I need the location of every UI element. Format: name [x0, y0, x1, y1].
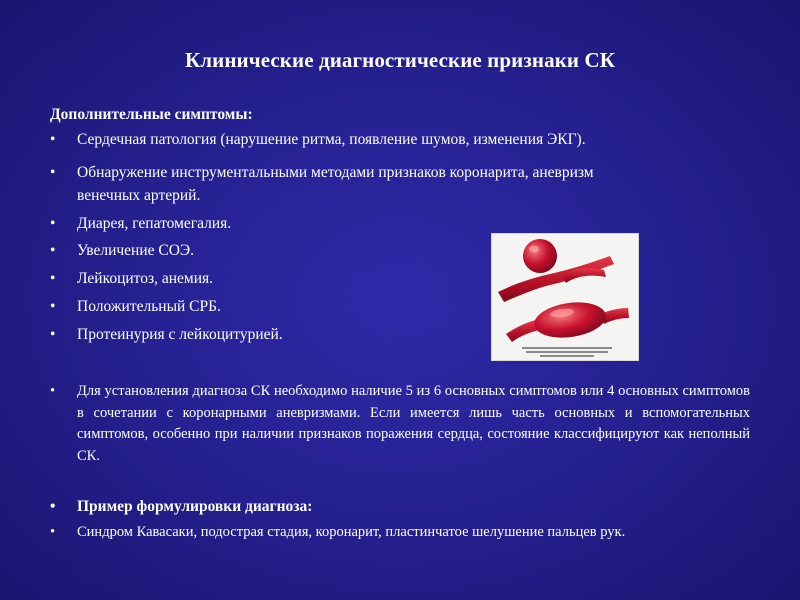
bullet-icon: • — [50, 270, 56, 287]
list-item-text: венечных артерий. — [77, 187, 201, 204]
bullet-icon: • — [50, 326, 56, 343]
bullet-icon: • — [50, 498, 56, 515]
bullet-icon: • — [50, 215, 56, 232]
list-item-text: Обнаружение инструментальными методами признаков коронарита, аневризм — [77, 164, 594, 181]
list-item-text: Диарея, гепатомегалия. — [77, 215, 232, 232]
example-diagnosis-text: Синдром Кавасаки, подострая стадия, коронарит, пластинчатое шелушение пальцев рук. — [77, 524, 626, 540]
bullet-icon: • — [50, 383, 56, 399]
aneurysm-illustration — [491, 233, 639, 361]
example-heading: Пример формулировки диагноза: — [77, 498, 313, 515]
list-item-text: Положительный СРБ. — [77, 298, 221, 315]
bullet-icon: • — [50, 164, 56, 181]
aneurysm-illustration-icon — [492, 234, 638, 360]
bullet-icon: • — [50, 131, 56, 148]
slide-title: Клинические диагностические признаки СК — [184, 48, 616, 72]
diagnosis-criteria-paragraph — [50, 381, 750, 467]
bullet-icon: • — [50, 524, 56, 540]
bullet-icon: • — [50, 298, 56, 315]
example-heading-line — [50, 498, 312, 516]
list-item-text: Протеинурия с лейкоцитурией. — [77, 326, 283, 343]
list-item-text: Увеличение СОЭ. — [77, 242, 195, 259]
diagnosis-criteria-text: Для установления диагноза СК необходимо наличие 5 из 6 основных симптомов или 4 основных симптомов в сочетании с коронарными аневризмами. Если имеется лишь часть основных и вспомогательных симптомов, особенно при наличии признаков поражения сердца, состояние классифицируют как неполный СК. — [77, 383, 750, 464]
example-diagnosis-paragraph — [50, 522, 750, 544]
additional-symptoms-heading: Дополнительные симптомы: — [50, 106, 253, 123]
bullet-icon: • — [50, 242, 56, 259]
list-item-text: Лейкоцитоз, анемия. — [77, 270, 214, 287]
list-item-text: Сердечная патология (нарушение ритма, появление шумов, изменения ЭКГ). — [77, 131, 586, 148]
